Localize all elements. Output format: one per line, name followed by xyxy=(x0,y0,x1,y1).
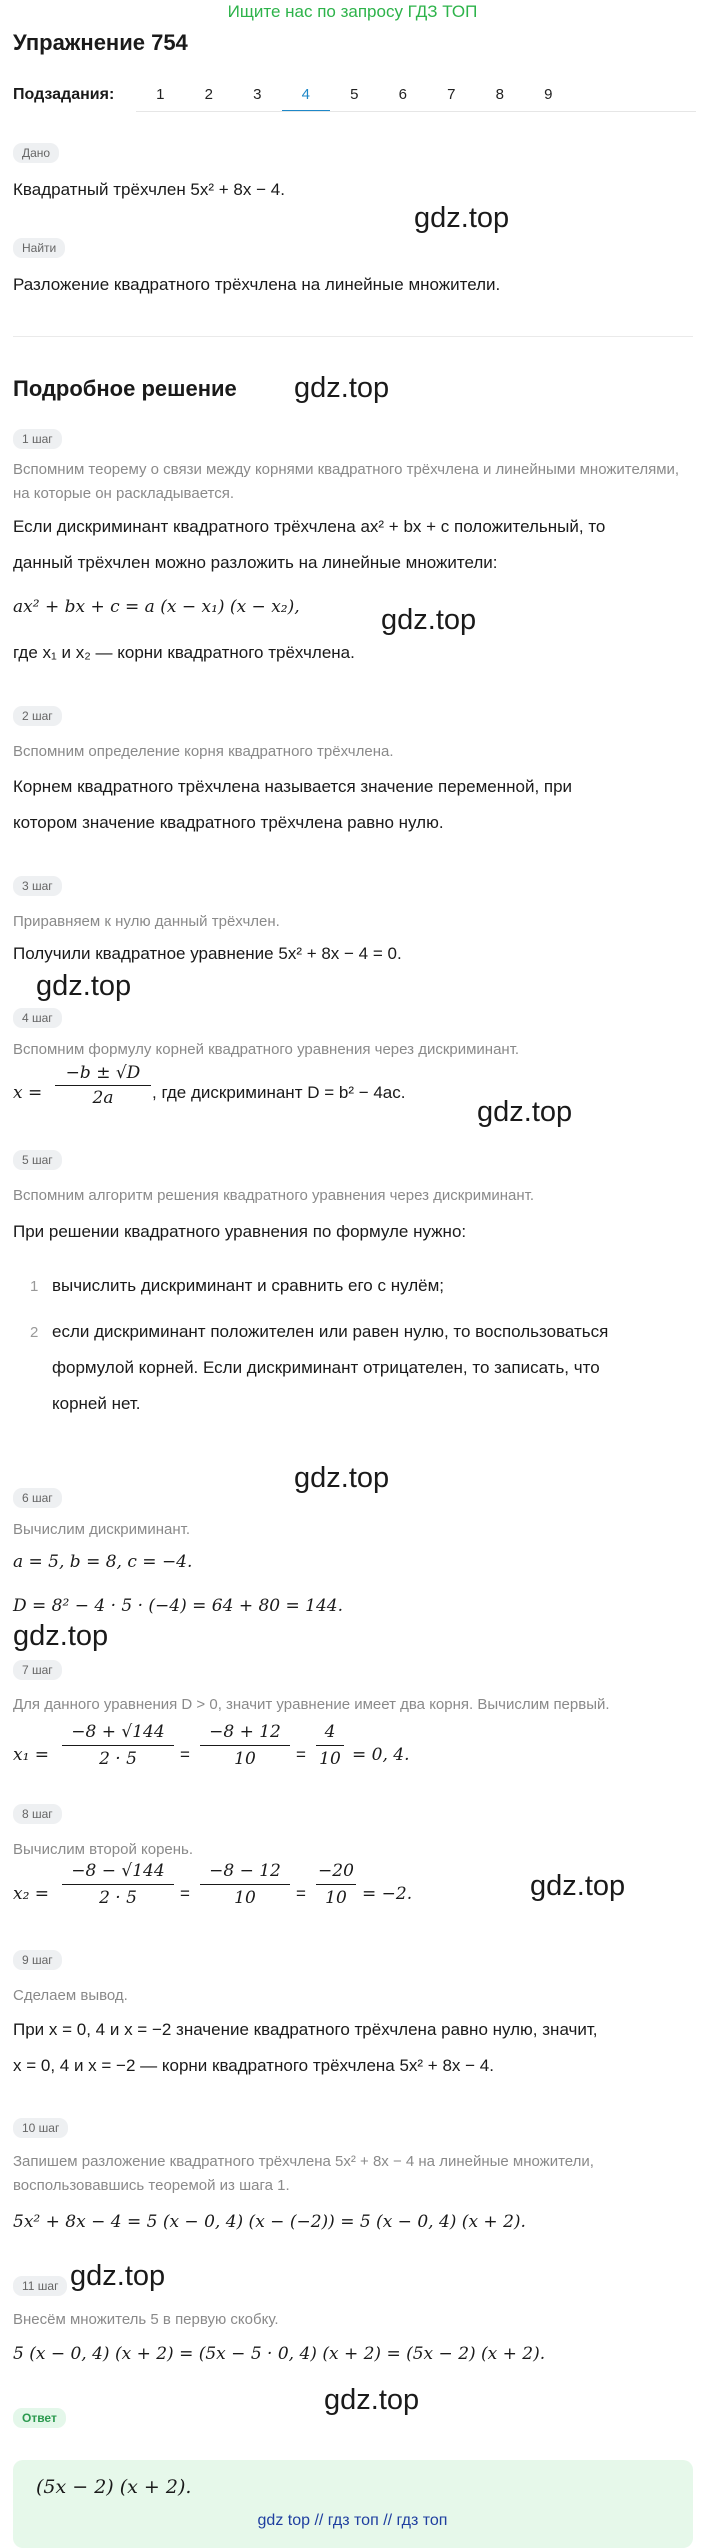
step-hint: Вычислим второй корень. xyxy=(13,1841,194,1858)
fraction xyxy=(200,1861,290,1908)
subtask-tab-2[interactable]: 2 xyxy=(204,86,213,103)
step-hint: Вспомним формулу корней квадратного уравнения через дискриминант. xyxy=(13,1041,520,1058)
step-hint: Вспомним теорему о связи между корнями квадратного трёхчлена и линейными множителями, на которые он раскладывается. xyxy=(13,461,680,502)
step-pill: 1 шаг xyxy=(13,429,62,449)
formula-tail: = 0, 4. xyxy=(352,1745,410,1765)
subtask-tab-8[interactable]: 8 xyxy=(495,86,504,103)
fraction xyxy=(62,1722,174,1769)
given-text: Квадратный трёхчлен 5x² + 8x − 4. xyxy=(13,180,285,199)
answer-pill: Ответ xyxy=(13,2408,66,2428)
denominator: 10 xyxy=(325,1888,347,1908)
watermark: gdz.top xyxy=(477,1096,573,1128)
watermark: gdz.top xyxy=(294,372,390,404)
step-pill: 9 шаг xyxy=(13,1950,62,1970)
subtask-tab-7[interactable]: 7 xyxy=(447,86,456,103)
step-pill: 2 шаг xyxy=(13,706,62,726)
formula-tail: = −2. xyxy=(362,1884,413,1904)
page-title: Упражнение 754 xyxy=(13,30,188,55)
tabs-divider xyxy=(136,111,696,112)
step-hint: Приравняем к нулю данный трёхчлен. xyxy=(13,913,280,930)
step-text: Получили квадратное уравнение 5x² + 8x − 4 = 0. xyxy=(13,944,402,963)
step-text: При решении квадратного уравнения по формуле нужно: xyxy=(13,1222,467,1241)
watermark: gdz.top xyxy=(324,2384,420,2416)
formula-lhs: x₁ = xyxy=(13,1745,50,1765)
subtask-tab-1[interactable]: 1 xyxy=(156,86,165,103)
step-pill: 8 шаг xyxy=(13,1804,62,1824)
step-hint: Вспомним определение корня квадратного трёхчлена. xyxy=(13,743,394,760)
denominator: 2 · 5 xyxy=(99,1749,137,1769)
fraction xyxy=(200,1722,290,1769)
step-pill: 11 шаг xyxy=(13,2276,67,2296)
answer-text: (5x − 2) (x + 2). xyxy=(36,2476,192,2498)
step-hint: Запишем разложение квадратного трёхчлена 5x² + 8x − 4 на линейные множители, воспользовавшись теоремой из шага 1. xyxy=(13,2153,594,2194)
solution-title: Подробное решение xyxy=(13,376,237,401)
given-pill: Дано xyxy=(13,143,59,163)
step-text: данный трёхчлен можно разложить на линейные множители: xyxy=(13,553,498,572)
step-hint: Вспомним алгоритм решения квадратного уравнения через дискриминант. xyxy=(13,1187,535,1204)
find-text: Разложение квадратного трёхчлена на линейные множители. xyxy=(13,275,501,294)
step-pill: 7 шаг xyxy=(13,1660,62,1680)
list-item: если дискриминант положителен или равен нулю, то воспользоваться xyxy=(52,1322,609,1341)
step-text: При x = 0, 4 и x = −2 значение квадратного трёхчлена равно нулю, значит, xyxy=(13,2020,598,2039)
denominator: 2 · 5 xyxy=(99,1888,137,1908)
denominator: 2a xyxy=(92,1088,114,1108)
list-item: корней нет. xyxy=(52,1394,141,1413)
formula: 5x² + 8x − 4 = 5 (x − 0, 4) (x − (−2)) = 5 (x − 0, 4) (x + 2). xyxy=(13,2212,526,2232)
step-pill: 5 шаг xyxy=(13,1150,62,1170)
step-pill: 3 шаг xyxy=(13,876,62,896)
find-pill: Найти xyxy=(13,238,65,258)
subtasks-label: Подзадания: xyxy=(13,86,115,103)
numerator: −8 − 12 xyxy=(200,1861,290,1885)
step-hint: Внесём множитель 5 в первую скобку. xyxy=(13,2311,279,2328)
numerator: −b ± √D xyxy=(55,1063,151,1086)
denominator: 10 xyxy=(234,1888,256,1908)
formula-lhs: x₂ = xyxy=(13,1884,50,1904)
numerator: 4 xyxy=(316,1722,344,1746)
footer-links[interactable]: gdz top // гдз топ // гдз топ xyxy=(257,2512,448,2529)
numerator: −20 xyxy=(316,1861,356,1885)
equals: = xyxy=(296,1884,306,1903)
subtask-tab-4[interactable]: 4 xyxy=(282,82,331,112)
list-number: 1 xyxy=(30,1278,39,1295)
list-number: 2 xyxy=(30,1324,39,1341)
step-text: x = 0, 4 и x = −2 — корни квадратного трёхчлена 5x² + 8x − 4. xyxy=(13,2056,494,2075)
answer-box xyxy=(13,2460,693,2548)
step-pill: 6 шаг xyxy=(13,1488,62,1508)
section-divider xyxy=(13,336,693,337)
step-text: где x₁ и x₂ — корни квадратного трёхчлена. xyxy=(13,643,355,662)
list-item: вычислить дискриминант и сравнить его с нулём; xyxy=(52,1276,445,1295)
subtask-tab-3[interactable]: 3 xyxy=(253,86,262,103)
formula: ax² + bx + c = a (x − x₁) (x − x₂), xyxy=(13,597,300,617)
formula-lhs: x = xyxy=(13,1083,43,1103)
watermark: gdz.top xyxy=(13,1620,109,1652)
step-pill: 4 шаг xyxy=(13,1008,62,1028)
step-hint: Сделаем вывод. xyxy=(13,1987,128,2004)
watermark: gdz.top xyxy=(294,1462,390,1494)
watermark: gdz.top xyxy=(530,1870,626,1902)
search-banner: Ищите нас по запросу ГДЗ ТОП xyxy=(227,2,478,21)
step-pill: 10 шаг xyxy=(13,2118,68,2138)
formula: D = 8² − 4 · 5 · (−4) = 64 + 80 = 144. xyxy=(13,1596,344,1616)
subtask-tab-9[interactable]: 9 xyxy=(544,86,553,103)
step-text: Если дискриминант квадратного трёхчлена ax² + bx + c положительный, то xyxy=(13,517,606,536)
subtask-tab-5[interactable]: 5 xyxy=(350,86,359,103)
fraction xyxy=(316,1861,356,1908)
subtasks-tabs xyxy=(136,82,573,112)
watermark: gdz.top xyxy=(70,2260,166,2292)
watermark: gdz.top xyxy=(36,970,132,1002)
subtask-tab-6[interactable]: 6 xyxy=(398,86,407,103)
step-text: Корнем квадратного трёхчлена называется значение переменной, при xyxy=(13,777,573,796)
fraction xyxy=(316,1722,344,1769)
numerator: −8 − √144 xyxy=(62,1861,174,1885)
fraction xyxy=(55,1063,151,1108)
watermark: gdz.top xyxy=(381,604,477,636)
equals: = xyxy=(180,1745,190,1764)
denominator: 10 xyxy=(319,1749,341,1769)
numerator: −8 + 12 xyxy=(200,1722,290,1746)
denominator: 10 xyxy=(234,1749,256,1769)
step-hint: Вычислим дискриминант. xyxy=(13,1521,190,1538)
equals: = xyxy=(296,1745,306,1764)
fraction xyxy=(62,1861,174,1908)
watermark: gdz.top xyxy=(414,202,510,234)
formula: 5 (x − 0, 4) (x + 2) = (5x − 5 · 0, 4) (x + 2) = (5x − 2) (x + 2). xyxy=(13,2344,546,2364)
formula: a = 5, b = 8, c = −4. xyxy=(13,1552,193,1572)
step-text: котором значение квадратного трёхчлена равно нулю. xyxy=(13,813,444,832)
formula-rhs: , где дискриминант D = b² − 4ac. xyxy=(152,1083,406,1102)
step-hint: Для данного уравнения D > 0, значит уравнение имеет два корня. Вычислим первый. xyxy=(13,1696,610,1713)
numerator: −8 + √144 xyxy=(62,1722,174,1746)
list-item: формулой корней. Если дискриминант отрицателен, то записать, что xyxy=(52,1358,600,1377)
equals: = xyxy=(180,1884,190,1903)
